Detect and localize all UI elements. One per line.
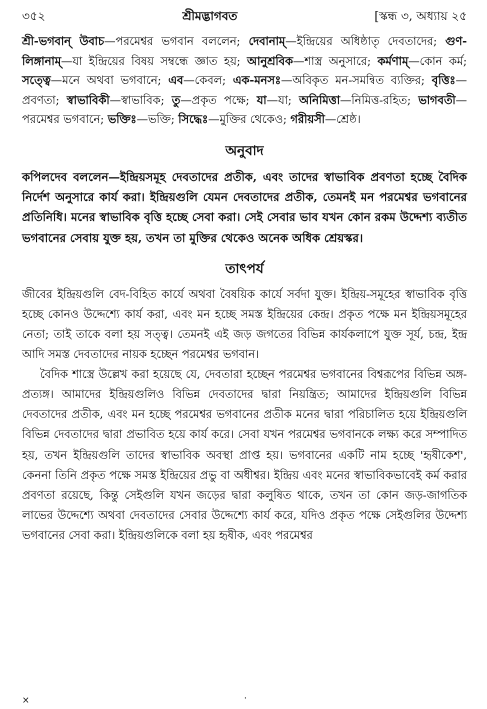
synonym-meaning: শ্রেষ্ঠ। xyxy=(336,112,361,127)
synonym-meaning: নিমিত্ত-রহিত; xyxy=(351,92,411,107)
synonym-meaning: পরমেশ্বর ভগবান বললেন; xyxy=(115,34,241,48)
synonym-meaning: ইন্দ্রিয়ের অধিষ্ঠাতৃ দেবতাদের; xyxy=(296,34,438,48)
synonym-meaning: অবিকৃত মন-সমন্বিত ব্যক্তির; xyxy=(292,73,425,88)
synonyms-block: শ্রী-ভগবান্ উবাচ—পরমেশ্বর ভগবান বললেন; দেবানাম্—ইন্দ্রিয়ের অধিষ্ঠাতৃ দেবতাদের; গুণ-লিঙ্গানাম্—যা ইন্দ্রিয়ের বিষয় সম্বন্ধে জ্ঞাত হয়; আনুশ্রবিক—শাস্ত্র অনুসারে; কর্মণাম্—কোন কর্ম; সত্ত্বে—মনে অথবা ভগবানে; এব—কেবল; এক-মনসঃ—অবিকৃত মন-সমন্বিত ব্যক্তির; বৃত্তিঃ—প্রবণতা; স্বাভাবিকী—স্বাভাবিক; তু—প্রকৃত পক্ষে; যা—যা; অনিমিত্তা—নিমিত্ত-রহিত; ভাগবতী—পরমেশ্বর ভগবানে; ভক্তিঃ—ভক্তি; সিদ্ধেঃ—মুক্তির থেকেও; গরীয়সী—শ্রেষ্ঠ। xyxy=(22,34,468,127)
synonym-meaning: কোন কর্ম; xyxy=(419,53,467,68)
synonym-term: সত্ত্বে xyxy=(22,73,51,88)
synonym-meaning: যা; xyxy=(278,92,292,107)
synonym-term: আনুশ্রবিক xyxy=(247,53,293,68)
purport-heading: তাৎপর্য xyxy=(225,260,264,277)
synonym-term: এব xyxy=(168,73,184,88)
synonym-meaning: প্রকৃত পক্ষে; xyxy=(191,92,250,107)
page-header xyxy=(22,8,467,28)
translation-heading: অনুবাদ xyxy=(225,142,264,159)
synonym-term: গরীয়সী xyxy=(290,112,325,127)
translation-text: কপিলদেব বললেন—ইন্দ্রিয়সমূহ দেবতাদের প্রতীক, এবং তাদের স্বাভাবিক প্রবণতা হচ্ছে বৈদিক নির্দেশ অনুসারে কার্য করা। ইন্দ্রিয়গুলি যেমন দেবতাদের প্রতীক, তেমনই মন পরমেশ্বর ভগবানের প্রতিনিধি। মনের স্বাভাবিক বৃত্তি হচ্ছে সেবা করা। সেই সেবার ভাব যখন কোন রকম উদ্দেশ্য ব্যতীত ভগবানের সেবায় যুক্ত হয়, তখন তা মুক্তির থেকেও অনেক অধিক শ্রেয়স্কর। xyxy=(22,169,467,245)
synonym-meaning: ভক্তি; xyxy=(148,112,175,127)
synonym-meaning: মনে অথবা ভগবানে; xyxy=(62,73,162,88)
purport-paragraph: জীবের ইন্দ্রিয়গুলি বেদ-বিহিত কার্যে অথবা বৈষয়িক কার্যে সর্বদা যুক্ত। ইন্দ্রিয়-সমূহের স্বাভাবিক বৃত্তি হচ্ছে কোনও উদ্দেশ্যে কার্য করা, এবং মন হচ্ছে সমস্ত ইন্দ্রিয়ের কেন্দ্র। প্রকৃত পক্ষে মন ইন্দ্রিয়সমূহের নেতা; তাই তাকে বলা হয় সত্ত্ব। তেমনই এই জড় জগতের বিভিন্ন কার্যকলাপে যুক্ত সূর্য, চন্দ্র, ইন্দ্র আদি সমস্ত দেবতাদের নায়ক হচ্ছেন পরমেশ্বর ভগবান। xyxy=(22,287,467,362)
synonym-term: শ্রী-ভগবান্ উবাচ xyxy=(22,34,105,48)
synonym-meaning: কেবল; xyxy=(194,73,226,88)
synonym-term: ভাগবতী xyxy=(418,92,456,107)
purport-body xyxy=(22,285,467,546)
synonym-term: অনিমিত্তা xyxy=(299,92,341,107)
synonym-term: বৃত্তিঃ xyxy=(431,73,456,88)
footer-mark: × xyxy=(22,696,30,706)
synonym-meaning: পরমেশ্বর ভগবানে; xyxy=(22,112,105,127)
synonym-term: স্বাভাবিকী xyxy=(66,92,110,107)
synonym-meaning: প্রবণতা; xyxy=(22,92,60,107)
synonym-term: দেবানাম্ xyxy=(248,34,286,48)
page-number: ৩৫২ xyxy=(22,9,46,23)
footer-dot: · xyxy=(244,694,247,704)
purport-paragraph: বৈদিক শাস্ত্রে উল্লেখ করা হয়েছে যে, দেবতারা হচ্ছেন পরমেশ্বর ভগবানের বিশ্বরূপের বিভিন্ন অঙ্গ-প্রত্যঙ্গ। আমাদের ইন্দ্রিয়গুলিও বিভিন্ন দেবতাদের দ্বারা নিয়ন্ত্রিত; আমাদের ইন্দ্রিয়গুলি বিভিন্ন দেবতাদের প্রতীক, এবং মন হচ্ছে পরমেশ্বর ভগবানের প্রতীক মনের দ্বারা পরিচালিত হয়ে ইন্দ্রিয়গুলি বিভিন্ন দেবতাদের দ্বারা প্রভাবিত হয়ে কার্য করে। সেবা যখন পরমেশ্বর ভগবানকে লক্ষ্য করে সম্পাদিত হয়, তখন ইন্দ্রিয়গুলি তাদের স্বাভাবিক অবস্থা প্রাপ্ত হয়। ভগবানের একটি নাম হচ্ছে 'হৃষীকেশ', কেননা তিনি প্রকৃত পক্ষে সমস্ত ইন্দ্রিয়ের প্রভু বা অধীশ্বর। ইন্দ্রিয় এবং মনের স্বাভাবিকভাবেই কর্ম করার প্রবণতা রয়েছে, কিন্তু সেইগুলি যখন জড়ের দ্বারা কলুষিত থাকে, তখন তা কোন জড়-জাগতিক লাভের উদ্দেশ্যে অথবা দেবতাদের সেবার উদ্দেশ্যে কার্য করে, যদিও প্রকৃত পক্ষে সেইগুলির উদ্দেশ্য ভগবানের সেবা করা। ইন্দ্রিয়গুলিকে বলা হয় হৃষীক, এবং পরমেশ্বর xyxy=(22,368,467,542)
synonym-term: তু xyxy=(171,92,181,107)
synonym-meaning: শাস্ত্র অনুসারে; xyxy=(304,53,371,68)
synonym-meaning: মুক্তির থেকেও; xyxy=(219,112,287,127)
synonym-term: গুণ-লিঙ্গানাম্ xyxy=(22,34,467,68)
synonym-term: কর্মণাম্ xyxy=(377,53,409,68)
synonym-meaning: যা ইন্দ্রিয়ের বিষয় সম্বন্ধে জ্ঞাত হয়; xyxy=(72,53,241,68)
synonym-term: এক-মনসঃ xyxy=(232,73,281,88)
synonym-term: সিদ্ধেঃ xyxy=(178,112,209,127)
synonym-term: ভক্তিঃ xyxy=(107,112,137,127)
synonym-term: যা xyxy=(256,92,267,107)
chapter-reference: [স্কন্ধ ৩, অধ্যায় ২৫ xyxy=(374,9,467,23)
synonym-meaning: স্বাভাবিক; xyxy=(121,92,165,107)
running-title: শ্রীমদ্ভাগবত xyxy=(182,9,238,23)
